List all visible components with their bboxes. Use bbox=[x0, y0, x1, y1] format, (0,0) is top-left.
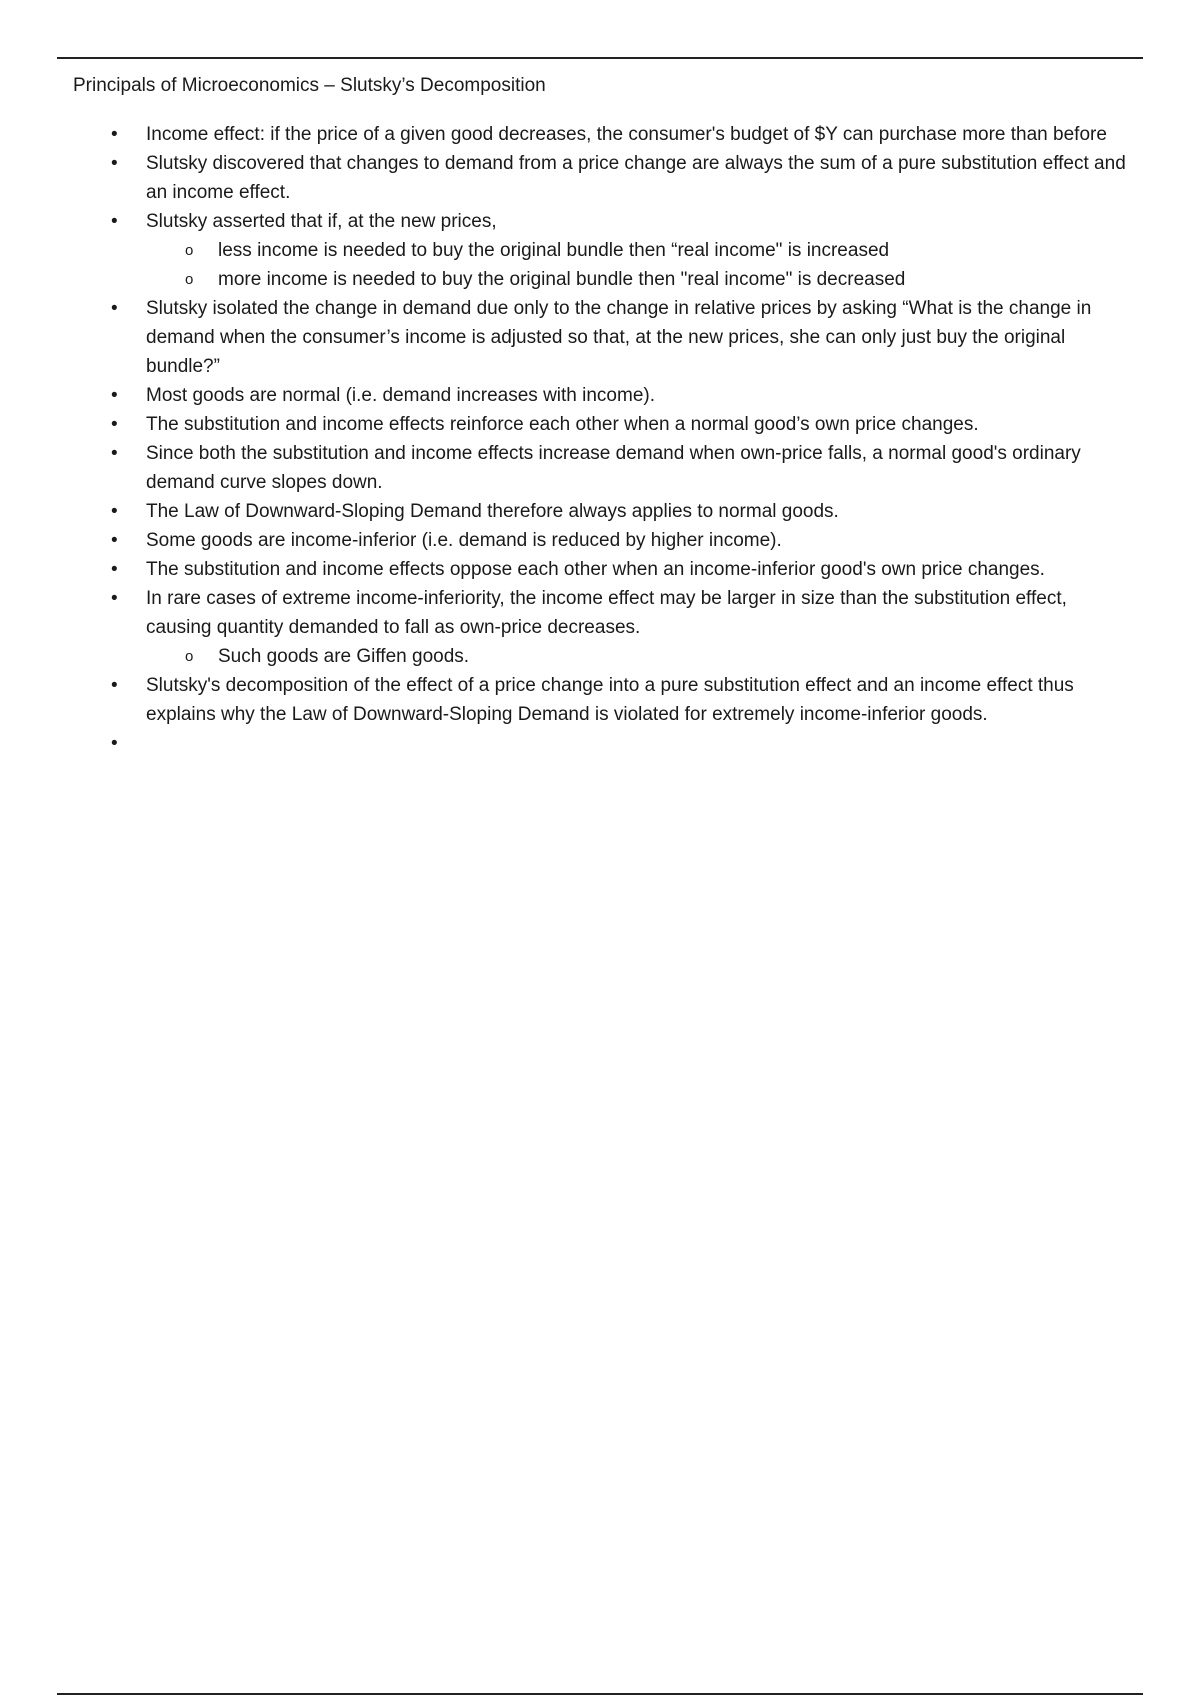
bullet-item bbox=[111, 555, 1136, 584]
bullet-icon: • bbox=[111, 211, 118, 232]
bullet-list bbox=[111, 120, 1136, 758]
bullet-item bbox=[111, 120, 1136, 149]
bullet-item bbox=[111, 149, 1136, 207]
sub-bullet-item bbox=[185, 265, 1136, 294]
bullet-icon: • bbox=[111, 385, 118, 406]
bullet-item bbox=[111, 497, 1136, 526]
bullet-text: Since both the substitution and income effects increase demand when own-price falls, a normal good's ordinary demand curve slopes down. bbox=[146, 443, 1081, 493]
bullet-item bbox=[111, 410, 1136, 439]
bullet-text: Some goods are income-inferior (i.e. demand is reduced by higher income). bbox=[146, 530, 782, 551]
bullet-icon: • bbox=[111, 414, 118, 435]
header-rule bbox=[57, 57, 1143, 59]
bullet-item bbox=[111, 207, 1136, 294]
bullet-icon: • bbox=[111, 530, 118, 551]
bullet-icon: • bbox=[111, 443, 118, 464]
sub-bullet-text: less income is needed to buy the original bundle then “real income" is increased bbox=[218, 240, 890, 261]
bullet-item bbox=[111, 294, 1136, 381]
bullet-icon: • bbox=[111, 559, 118, 580]
bullet-item bbox=[111, 584, 1136, 671]
bullet-icon: • bbox=[111, 124, 118, 145]
sub-bullet-item bbox=[185, 236, 1136, 265]
footer-rule bbox=[57, 1693, 1143, 1695]
bullet-item-empty bbox=[111, 729, 1136, 758]
bullet-icon: • bbox=[111, 298, 118, 319]
bullet-icon: • bbox=[111, 501, 118, 522]
sub-bullet-icon: o bbox=[185, 271, 194, 288]
bullet-text: Slutsky asserted that if, at the new prices, bbox=[146, 211, 497, 232]
bullet-text: Slutsky's decomposition of the effect of a price change into a pure substitution effect and an income effect thus explains why the Law of Downward-Sloping Demand is violated for extremely income-inferior goods. bbox=[146, 675, 1074, 725]
sub-bullet-text: Such goods are Giffen goods. bbox=[218, 646, 470, 667]
sub-bullet-icon: o bbox=[185, 242, 194, 259]
bullet-icon: • bbox=[111, 588, 118, 609]
bullet-text: Income effect: if the price of a given good decreases, the consumer's budget of $Y can purchase more than before bbox=[146, 124, 1107, 145]
sub-bullet-icon: o bbox=[185, 648, 194, 665]
sub-bullet-list bbox=[146, 642, 1136, 671]
bullet-text: In rare cases of extreme income-inferiority, the income effect may be larger in size than the substitution effect, causing quantity demanded to fall as own-price decreases. bbox=[146, 588, 1067, 638]
bullet-item bbox=[111, 439, 1136, 497]
bullet-text: Most goods are normal (i.e. demand increases with income). bbox=[146, 385, 656, 406]
bullet-item bbox=[111, 526, 1136, 555]
bullet-text: The Law of Downward-Sloping Demand therefore always applies to normal goods. bbox=[146, 501, 839, 522]
sub-bullet-list bbox=[146, 236, 1136, 294]
bullet-icon: • bbox=[111, 675, 118, 696]
bullet-text: Slutsky isolated the change in demand due only to the change in relative prices by asking “What is the change in demand when the consumer’s income is adjusted so that, at the new prices, she can only just buy the original bundle?” bbox=[146, 298, 1092, 377]
document-title: Principals of Microeconomics – Slutsky’s Decomposition bbox=[73, 75, 546, 96]
sub-bullet-text: more income is needed to buy the original bundle then "real income" is decreased bbox=[218, 269, 906, 290]
bullet-item bbox=[111, 381, 1136, 410]
bullet-text: Slutsky discovered that changes to demand from a price change are always the sum of a pure substitution effect and an income effect. bbox=[146, 153, 1126, 203]
bullet-text: The substitution and income effects reinforce each other when a normal good’s own price changes. bbox=[146, 414, 979, 435]
bullet-item bbox=[111, 671, 1136, 729]
bullet-icon: • bbox=[111, 153, 118, 174]
sub-bullet-item bbox=[185, 642, 1136, 671]
bullet-icon: • bbox=[111, 733, 118, 754]
bullet-text: The substitution and income effects oppose each other when an income-inferior good's own price changes. bbox=[146, 559, 1045, 580]
